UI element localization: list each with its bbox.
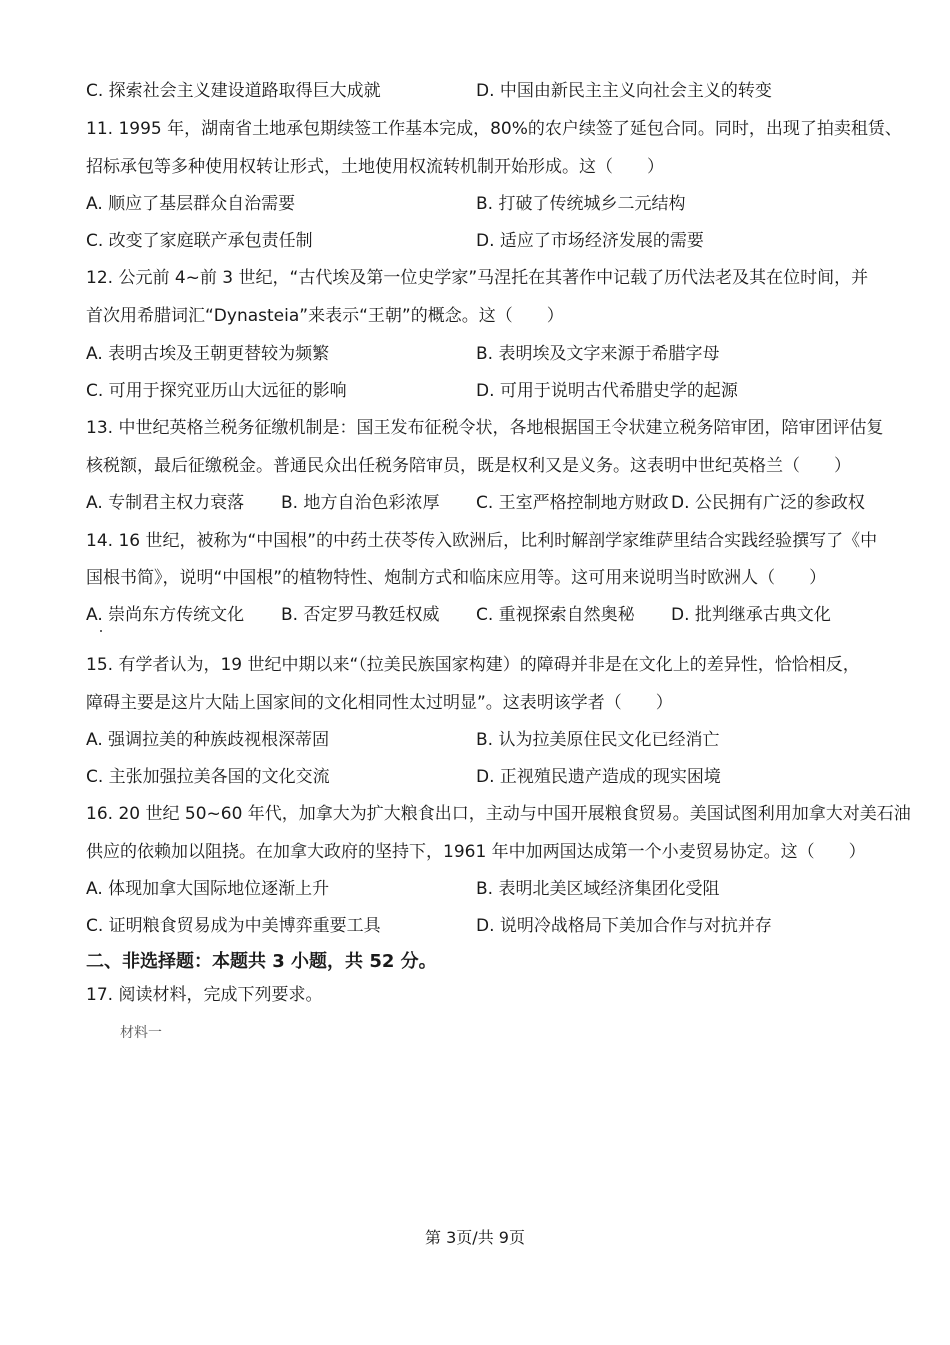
- q16-stem-line2: 供应的依赖加以阻挠。在加拿大政府的坚持下，1961 年中加两国达成第一个小麦贸易协定。这（ ）: [86, 842, 866, 862]
- q12-option-a: A. 表明古埃及王朝更替较为频繁: [86, 344, 330, 364]
- q13-stem-line2: 核税额，最后征缴税金。普通民众出任税务陪审员，既是权利又是义务。这表明中世纪英格兰（ ）: [86, 456, 851, 476]
- q14-stem-line2: 国根书简》，说明“中国根”的植物特性、炮制方式和临床应用等。这可用来说明当时欧洲人（ ）: [86, 568, 827, 588]
- q14-option-a: A. 崇尚东方传统文化: [86, 605, 245, 625]
- q13-stem-line1: 13. 中世纪英格兰税务征缴机制是：国王发布征税令状，各地根据国王令状建立税务陪审团，陪审团评估复: [86, 418, 884, 438]
- q12-option-d: D. 可用于说明古代希腊史学的起源: [476, 381, 738, 401]
- q16-stem-line1: 16. 20 世纪 50~60 年代，加拿大为扩大粮食出口，主动与中国开展粮食贸易。美国试图利用加拿大对美石油: [86, 804, 911, 824]
- q13-option-c: C. 王室严格控制地方财政: [476, 493, 669, 513]
- q10-option-d: D. 中国由新民主主义向社会主义的转变: [476, 81, 772, 101]
- q16-option-c: C. 证明粮食贸易成为中美博弈重要工具: [86, 916, 381, 936]
- q11-stem-line2: 招标承包等多种使用权转让形式，土地使用权流转机制开始形成。这（ ）: [86, 157, 664, 177]
- q17-material-label: 材料一: [120, 1025, 162, 1041]
- q14-stem-line1: 14. 16 世纪，被称为“中国根”的中药土茯苓传入欧洲后，比利时解剖学家维萨里结合实践经验撰写了《中: [86, 531, 878, 551]
- q16-option-d: D. 说明冷战格局下美加合作与对抗并存: [476, 916, 772, 936]
- q12-option-c: C. 可用于探究亚历山大远征的影响: [86, 381, 347, 401]
- q15-option-a: A. 强调拉美的种族歧视根深蒂固: [86, 730, 330, 750]
- q12-stem-line1: 12. 公元前 4~前 3 世纪，“古代埃及第一位史学家”马涅托在其著作中记载了历代法老及其在位时间，并: [86, 268, 869, 288]
- q11-option-a: A. 顺应了基层群众自治需要: [86, 194, 296, 214]
- q15-option-b: B. 认为拉美原住民文化已经消亡: [476, 730, 720, 750]
- q14-option-b: B. 否定罗马教廷权威: [281, 605, 440, 625]
- q15-stem-line2: 障碍主要是这片大陆上国家间的文化相同性太过明显”。这表明该学者（ ）: [86, 693, 673, 713]
- q13-option-b: B. 地方自治色彩浓厚: [281, 493, 440, 513]
- q15-option-c: C. 主张加强拉美各国的文化交流: [86, 767, 330, 787]
- q15-option-d: D. 正视殖民遗产造成的现实困境: [476, 767, 721, 787]
- q12-stem-line2: 首次用希腊词汇“Dynasteia”来表示“王朝”的概念。这（ ）: [86, 306, 564, 326]
- q11-option-d: D. 适应了市场经济发展的需要: [476, 231, 704, 251]
- page-number: 第 3页/共 9页: [425, 1228, 525, 1247]
- q11-option-c: C. 改变了家庭联产承包责任制: [86, 231, 313, 251]
- q14-option-d: D. 批判继承古典文化: [671, 605, 831, 625]
- q15-stem-line1: 15. 有学者认为，19 世纪中期以来“（拉美民族国家构建）的障碍并非是在文化上的差异性，恰恰相反，: [86, 655, 860, 675]
- q13-option-d: D. 公民拥有广泛的参政权: [671, 493, 865, 513]
- q10-option-c: C. 探索社会主义建设道路取得巨大成就: [86, 81, 381, 101]
- q14-option-c: C. 重视探索自然奥秘: [476, 605, 635, 625]
- q12-option-b: B. 表明埃及文字来源于希腊字母: [476, 344, 720, 364]
- section-2-heading: 二、非选择题：本题共 3 小题，共 52 分。: [86, 951, 437, 972]
- q13-option-a: A. 专制君主权力衰落: [86, 493, 245, 513]
- q17-stem: 17. 阅读材料，完成下列要求。: [86, 985, 323, 1005]
- q11-stem-line1: 11. 1995 年，湖南省土地承包期续签工作基本完成，80%的农户续签了延包合同。同时，出现了拍卖租赁、: [86, 119, 902, 139]
- q16-option-b: B. 表明北美区域经济集团化受阻: [476, 879, 720, 899]
- stray-mark: [100, 630, 102, 632]
- q16-option-a: A. 体现加拿大国际地位逐渐上升: [86, 879, 330, 899]
- q11-option-b: B. 打破了传统城乡二元结构: [476, 194, 686, 214]
